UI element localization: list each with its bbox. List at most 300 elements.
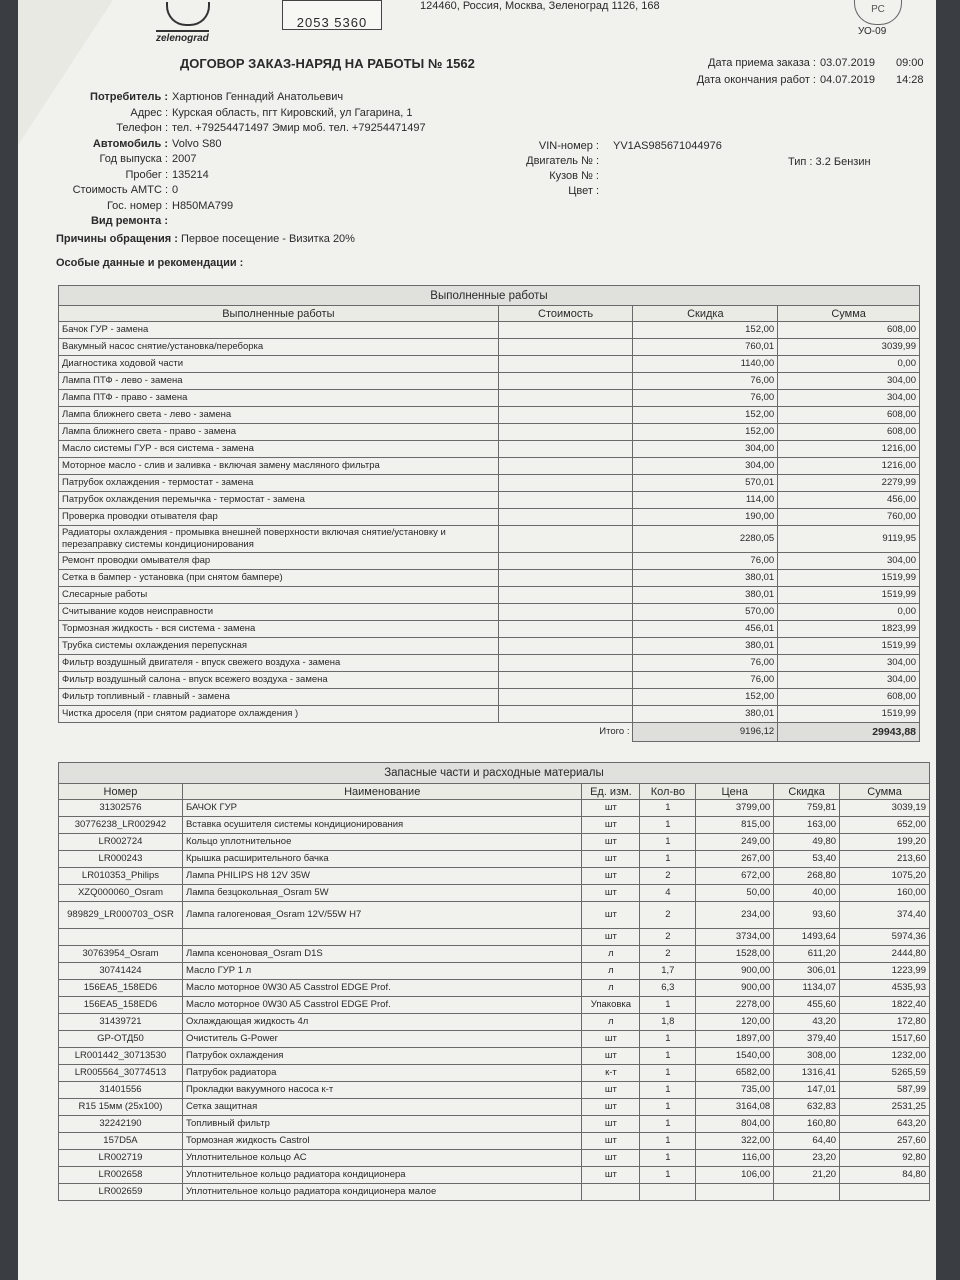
- work-row: [59, 604, 920, 621]
- part-discount: 43,20: [774, 1014, 840, 1031]
- customer-field: Адрес : Курская область, пгт Кировский, ул Гагарина, 1: [130, 106, 413, 119]
- part-qty: 1: [640, 800, 696, 817]
- work-discount: 190,00: [633, 509, 778, 526]
- part-number: 32242190: [59, 1116, 183, 1133]
- work-cost: [498, 526, 633, 553]
- customer-field: Пробег : 135214: [125, 168, 209, 181]
- part-price: 322,00: [696, 1133, 774, 1150]
- work-cost: [498, 570, 633, 587]
- work-discount: 1140,00: [633, 356, 778, 373]
- part-number: 157D5A: [59, 1133, 183, 1150]
- part-discount: 759,81: [774, 800, 840, 817]
- part-discount: 93,60: [774, 902, 840, 929]
- works-caption: Выполненные работы: [59, 286, 920, 306]
- work-cost: [498, 407, 633, 424]
- col-work-name: Выполненные работы: [59, 306, 499, 322]
- work-row: [59, 322, 920, 339]
- work-sum: 9119,95: [778, 526, 920, 553]
- work-sum: 304,00: [778, 655, 920, 672]
- total-discount: 9196,12: [633, 723, 778, 742]
- work-row: [59, 621, 920, 638]
- work-name: Сетка в бампер - установка (при снятом бампере): [59, 570, 499, 587]
- part-number: 30741424: [59, 963, 183, 980]
- part-price: 900,00: [696, 963, 774, 980]
- part-price: 50,00: [696, 885, 774, 902]
- part-name: Сетка защитная: [182, 1099, 581, 1116]
- part-sum: 2531,25: [840, 1099, 930, 1116]
- part-unit: шт: [582, 1031, 640, 1048]
- work-row: [59, 475, 920, 492]
- part-discount: 379,40: [774, 1031, 840, 1048]
- work-cost: [498, 492, 633, 509]
- part-number: LR001442_30713530: [59, 1048, 183, 1065]
- part-name: Топливный фильтр: [182, 1116, 581, 1133]
- part-unit: шт: [582, 851, 640, 868]
- part-sum: 84,80: [840, 1167, 930, 1184]
- part-number: LR002658: [59, 1167, 183, 1184]
- part-discount: 64,40: [774, 1133, 840, 1150]
- part-number: R15 15мм (25х100): [59, 1099, 183, 1116]
- col-part-name: Наименование: [182, 784, 581, 800]
- work-cost: [498, 509, 633, 526]
- part-unit: шт: [582, 1150, 640, 1167]
- work-discount: 76,00: [633, 553, 778, 570]
- part-qty: 1: [640, 1133, 696, 1150]
- part-row: [59, 851, 930, 868]
- work-cost: [498, 373, 633, 390]
- work-cost: [498, 689, 633, 706]
- work-cost: [498, 621, 633, 638]
- work-row: [59, 672, 920, 689]
- work-sum: 304,00: [778, 390, 920, 407]
- part-unit: [582, 1184, 640, 1201]
- work-name: Бачок ГУР - замена: [59, 322, 499, 339]
- work-row: [59, 655, 920, 672]
- customer-info: [56, 90, 426, 230]
- part-number: 989829_LR000703_OSR: [59, 902, 183, 929]
- work-row: [59, 441, 920, 458]
- part-name: Тормозная жидкость Castrol: [182, 1133, 581, 1150]
- work-discount: 152,00: [633, 689, 778, 706]
- work-sum: 1519,99: [778, 570, 920, 587]
- part-price: [696, 1184, 774, 1201]
- part-qty: 4: [640, 885, 696, 902]
- work-name: Слесарные работы: [59, 587, 499, 604]
- part-name: Охлаждающая жидкость 4л: [182, 1014, 581, 1031]
- part-name: [182, 929, 581, 946]
- part-name: Масло ГУР 1 л: [182, 963, 581, 980]
- part-unit: шт: [582, 1133, 640, 1150]
- work-row: [59, 356, 920, 373]
- part-number: LR000243: [59, 851, 183, 868]
- work-sum: 1823,99: [778, 621, 920, 638]
- work-discount: 76,00: [633, 373, 778, 390]
- part-price: 116,00: [696, 1150, 774, 1167]
- customer-field: Вид ремонта :: [90, 215, 168, 227]
- part-row: [59, 980, 930, 997]
- part-price: 1897,00: [696, 1031, 774, 1048]
- col-unit: Ед. изм.: [582, 784, 640, 800]
- company-logo: zelenograd: [138, 0, 218, 44]
- work-row: [59, 407, 920, 424]
- engine-type: Тип : 3.2 Бензин: [788, 156, 871, 168]
- part-row: [59, 1133, 930, 1150]
- work-row: [59, 339, 920, 356]
- company-address: 124460, Россия, Москва, Зеленоград 1126, 168: [420, 0, 660, 12]
- part-qty: 2: [640, 868, 696, 885]
- part-number: LR002659: [59, 1184, 183, 1201]
- part-number: 31439721: [59, 1014, 183, 1031]
- customer-field: Телефон : тел. +79254471497 Эмир моб. тел. +79254471497: [116, 122, 426, 134]
- col-cost: Стоимость: [498, 306, 633, 322]
- part-name: Крышка расширительного бачка: [182, 851, 581, 868]
- work-name: Тормозная жидкость - вся система - замена: [59, 621, 499, 638]
- work-name: Моторное масло - слив и заливка - включая замену масляного фильтра: [59, 458, 499, 475]
- part-unit: шт: [582, 1099, 640, 1116]
- part-number: LR002719: [59, 1150, 183, 1167]
- part-qty: 1,8: [640, 1014, 696, 1031]
- part-sum: 160,00: [840, 885, 930, 902]
- part-discount: 611,20: [774, 946, 840, 963]
- part-row: [59, 1082, 930, 1099]
- work-row: [59, 587, 920, 604]
- part-row: [59, 963, 930, 980]
- work-discount: 76,00: [633, 655, 778, 672]
- part-sum: 587,99: [840, 1082, 930, 1099]
- part-name: Уплотнительное кольцо АС: [182, 1150, 581, 1167]
- work-discount: 114,00: [633, 492, 778, 509]
- part-row: [59, 800, 930, 817]
- work-sum: 304,00: [778, 373, 920, 390]
- work-sum: 608,00: [778, 407, 920, 424]
- logo-mark-icon: [166, 2, 210, 26]
- work-name: Лампа ПТФ - право - замена: [59, 390, 499, 407]
- work-discount: 152,00: [633, 322, 778, 339]
- work-name: Фильтр воздушный салона - впуск всежего воздуха - замена: [59, 672, 499, 689]
- work-sum: 608,00: [778, 322, 920, 339]
- part-name: Патрубок радиатора: [182, 1065, 581, 1082]
- work-cost: [498, 604, 633, 621]
- part-discount: 23,20: [774, 1150, 840, 1167]
- part-unit: шт: [582, 1082, 640, 1099]
- work-name: Проверка проводки отывателя фар: [59, 509, 499, 526]
- part-price: 6582,00: [696, 1065, 774, 1082]
- part-qty: 1: [640, 1099, 696, 1116]
- work-row: [59, 526, 920, 553]
- work-cost: [498, 424, 633, 441]
- work-discount: 380,01: [633, 706, 778, 723]
- vehicle-info: [503, 139, 722, 199]
- work-row: [59, 553, 920, 570]
- part-unit: шт: [582, 834, 640, 851]
- work-sum: 456,00: [778, 492, 920, 509]
- work-cost: [498, 458, 633, 475]
- part-qty: 1: [640, 834, 696, 851]
- part-row: [59, 1031, 930, 1048]
- part-sum: 3039,19: [840, 800, 930, 817]
- part-price: 804,00: [696, 1116, 774, 1133]
- part-unit: л: [582, 980, 640, 997]
- part-price: 120,00: [696, 1014, 774, 1031]
- part-sum: 257,60: [840, 1133, 930, 1150]
- work-cost: [498, 475, 633, 492]
- work-row: [59, 424, 920, 441]
- date-completed-row: Дата окончания работ : 04.07.2019 14:28: [696, 74, 924, 86]
- vehicle-field: VIN-номер : YV1AS985671044976: [538, 140, 722, 152]
- part-discount: 632,83: [774, 1099, 840, 1116]
- customer-field: Автомобиль : Volvo S80: [92, 137, 222, 150]
- part-qty: [640, 1184, 696, 1201]
- work-name: Диагностика ходовой части: [59, 356, 499, 373]
- work-discount: 570,00: [633, 604, 778, 621]
- document-title: ДОГОВОР ЗАКАЗ-НАРЯД НА РАБОТЫ № 1562: [180, 56, 475, 71]
- col-price: Цена: [696, 784, 774, 800]
- certification-code: УО-09: [858, 26, 887, 37]
- total-sum: 29943,88: [778, 723, 920, 742]
- part-name: Вставка осушителя системы кондиционирования: [182, 817, 581, 834]
- part-row: [59, 817, 930, 834]
- document-page: [18, 0, 936, 1280]
- total-label: Итого :: [599, 726, 630, 738]
- part-discount: 1134,07: [774, 980, 840, 997]
- col-part-discount: Скидка: [774, 784, 840, 800]
- work-name: Патрубок охлаждения перемычка - термостат - замена: [59, 492, 499, 509]
- work-name: Лампа ближнего света - право - замена: [59, 424, 499, 441]
- work-cost: [498, 706, 633, 723]
- part-discount: 306,01: [774, 963, 840, 980]
- part-name: Уплотнительное кольцо радиатора кондиционера малое: [182, 1184, 581, 1201]
- work-cost: [498, 638, 633, 655]
- work-sum: 1519,99: [778, 638, 920, 655]
- part-discount: 455,60: [774, 997, 840, 1014]
- col-part-sum: Сумма: [840, 784, 930, 800]
- customer-field: Потребитель : Хартюнов Геннадий Анатольевич: [90, 91, 344, 103]
- part-discount: 1316,41: [774, 1065, 840, 1082]
- work-cost: [498, 672, 633, 689]
- part-number: XZQ000060_Osram: [59, 885, 183, 902]
- part-name: Патрубок охлаждения: [182, 1048, 581, 1065]
- work-sum: 3039,99: [778, 339, 920, 356]
- work-row: [59, 638, 920, 655]
- part-number: 31302576: [59, 800, 183, 817]
- col-discount: Скидка: [633, 306, 778, 322]
- part-sum: 4535,93: [840, 980, 930, 997]
- work-discount: 760,01: [633, 339, 778, 356]
- work-name: Фильтр топливный - главный - замена: [59, 689, 499, 706]
- part-unit: Упаковка: [582, 997, 640, 1014]
- work-name: Лампа ближнего света - лево - замена: [59, 407, 499, 424]
- work-cost: [498, 553, 633, 570]
- part-row: [59, 997, 930, 1014]
- part-number: 156EA5_158ED6: [59, 980, 183, 997]
- part-number: 31401556: [59, 1082, 183, 1099]
- part-qty: 1: [640, 997, 696, 1014]
- work-discount: 570,01: [633, 475, 778, 492]
- part-number: LR010353_Philips: [59, 868, 183, 885]
- work-cost: [498, 390, 633, 407]
- work-sum: 1519,99: [778, 706, 920, 723]
- part-number: [59, 929, 183, 946]
- work-sum: 760,00: [778, 509, 920, 526]
- work-sum: 304,00: [778, 553, 920, 570]
- part-sum: 5974,36: [840, 929, 930, 946]
- part-row: [59, 1065, 930, 1082]
- part-row: [59, 1048, 930, 1065]
- works-total-row: [59, 723, 920, 742]
- part-row: [59, 834, 930, 851]
- work-discount: 76,00: [633, 390, 778, 407]
- work-row: [59, 492, 920, 509]
- part-name: Масло моторное 0W30 A5 Casstrol EDGE Prof.: [182, 980, 581, 997]
- part-name: Лампа ксеноновая_Osram D1S: [182, 946, 581, 963]
- customer-field: Год выпуска : 2007: [99, 153, 197, 165]
- part-row: [59, 1150, 930, 1167]
- order-dates: [658, 55, 936, 89]
- work-cost: [498, 322, 633, 339]
- work-cost: [498, 441, 633, 458]
- part-qty: 1: [640, 817, 696, 834]
- part-discount: 147,01: [774, 1082, 840, 1099]
- part-sum: 1822,40: [840, 997, 930, 1014]
- part-number: LR005564_30774513: [59, 1065, 183, 1082]
- part-sum: 213,60: [840, 851, 930, 868]
- part-qty: 1: [640, 1031, 696, 1048]
- work-name: Вакумный насос снятие/установка/переборка: [59, 339, 499, 356]
- work-name: Масло системы ГУР - вся система - замена: [59, 441, 499, 458]
- work-sum: 2279,99: [778, 475, 920, 492]
- part-sum: 1075,20: [840, 868, 930, 885]
- work-name: Фильтр воздушный двигателя - впуск свежего воздуха - замена: [59, 655, 499, 672]
- work-name: Патрубок охлаждения - термостат - замена: [59, 475, 499, 492]
- work-cost: [498, 587, 633, 604]
- vehicle-field: Кузов № :: [549, 170, 599, 182]
- work-row: [59, 706, 920, 723]
- part-name: Лампа PHILIPS H8 12V 35W: [182, 868, 581, 885]
- parts-table: [58, 762, 930, 1201]
- col-part-number: Номер: [59, 784, 183, 800]
- part-name: Прокладки вакуумного насоса к-т: [182, 1082, 581, 1099]
- work-discount: 76,00: [633, 672, 778, 689]
- part-row: [59, 885, 930, 902]
- work-row: [59, 458, 920, 475]
- part-price: 234,00: [696, 902, 774, 929]
- part-unit: шт: [582, 800, 640, 817]
- part-unit: шт: [582, 885, 640, 902]
- work-cost: [498, 356, 633, 373]
- part-discount: 308,00: [774, 1048, 840, 1065]
- part-row: [59, 868, 930, 885]
- part-row: [59, 929, 930, 946]
- barcode-number: 2053 5360: [282, 0, 382, 30]
- work-discount: 2280,05: [633, 526, 778, 553]
- part-qty: 6,3: [640, 980, 696, 997]
- part-qty: 1: [640, 1082, 696, 1099]
- work-name: Ремонт проводки омывателя фар: [59, 553, 499, 570]
- part-sum: 1517,60: [840, 1031, 930, 1048]
- work-cost: [498, 655, 633, 672]
- work-discount: 456,01: [633, 621, 778, 638]
- customer-field: Стоимость АМТС : 0: [72, 184, 179, 196]
- part-price: 3734,00: [696, 929, 774, 946]
- part-sum: 199,20: [840, 834, 930, 851]
- part-qty: 2: [640, 946, 696, 963]
- part-discount: 1493,64: [774, 929, 840, 946]
- work-sum: 1216,00: [778, 441, 920, 458]
- part-price: 1540,00: [696, 1048, 774, 1065]
- part-unit: шт: [582, 817, 640, 834]
- part-unit: шт: [582, 1048, 640, 1065]
- work-sum: 304,00: [778, 672, 920, 689]
- part-discount: [774, 1184, 840, 1201]
- work-sum: 608,00: [778, 424, 920, 441]
- work-row: [59, 689, 920, 706]
- part-number: 156EA5_158ED6: [59, 997, 183, 1014]
- part-name: Лампа галогеновая_Osram 12V/55W H7: [182, 902, 581, 929]
- work-cost: [498, 339, 633, 356]
- part-unit: шт: [582, 1167, 640, 1184]
- part-unit: л: [582, 1014, 640, 1031]
- certification-mark-icon: РС: [854, 0, 902, 25]
- part-unit: к-т: [582, 1065, 640, 1082]
- part-name: Уплотнительное кольцо радиатора кондиционера: [182, 1167, 581, 1184]
- part-unit: шт: [582, 929, 640, 946]
- part-qty: 2: [640, 902, 696, 929]
- part-name: Кольцо уплотнительное: [182, 834, 581, 851]
- part-sum: 92,80: [840, 1150, 930, 1167]
- vehicle-field: Двигатель № :: [526, 155, 599, 167]
- work-sum: 1216,00: [778, 458, 920, 475]
- part-unit: л: [582, 946, 640, 963]
- part-row: [59, 1099, 930, 1116]
- special-notes: Особые данные и рекомендации :: [56, 257, 244, 269]
- work-name: Чистка дроселя (при снятом радиаторе охлаждения ): [59, 706, 499, 723]
- part-qty: 1: [640, 1065, 696, 1082]
- work-discount: 380,01: [633, 638, 778, 655]
- part-unit: л: [582, 963, 640, 980]
- work-discount: 380,01: [633, 587, 778, 604]
- work-name: Лампа ПТФ - лево - замена: [59, 373, 499, 390]
- part-qty: 1: [640, 1116, 696, 1133]
- part-discount: 21,20: [774, 1167, 840, 1184]
- part-price: 3799,00: [696, 800, 774, 817]
- part-name: Лампа безцокольная_Osram 5W: [182, 885, 581, 902]
- part-qty: 1: [640, 1167, 696, 1184]
- date-received-row: Дата приема заказа : 03.07.2019 09:00: [708, 57, 924, 69]
- work-name: Трубка системы охлаждения перепускная: [59, 638, 499, 655]
- col-qty: Кол-во: [640, 784, 696, 800]
- part-sum: 374,40: [840, 902, 930, 929]
- parts-caption: Запасные части и расходные материалы: [59, 763, 930, 784]
- part-qty: 1: [640, 1150, 696, 1167]
- work-discount: 304,00: [633, 458, 778, 475]
- part-price: 815,00: [696, 817, 774, 834]
- work-row: [59, 373, 920, 390]
- work-name: Радиаторы охлаждения - промывка внешней поверхности включая снятие/установку и перезаправку системы кондиционирования: [59, 526, 499, 553]
- part-unit: шт: [582, 868, 640, 885]
- part-row: [59, 946, 930, 963]
- part-sum: 643,20: [840, 1116, 930, 1133]
- part-discount: 268,80: [774, 868, 840, 885]
- work-row: [59, 390, 920, 407]
- part-name: Очиститель G-Power: [182, 1031, 581, 1048]
- part-row: [59, 1184, 930, 1201]
- work-discount: 304,00: [633, 441, 778, 458]
- part-price: 900,00: [696, 980, 774, 997]
- part-price: 672,00: [696, 868, 774, 885]
- part-price: 3164,08: [696, 1099, 774, 1116]
- part-price: 249,00: [696, 834, 774, 851]
- part-qty: 1: [640, 1048, 696, 1065]
